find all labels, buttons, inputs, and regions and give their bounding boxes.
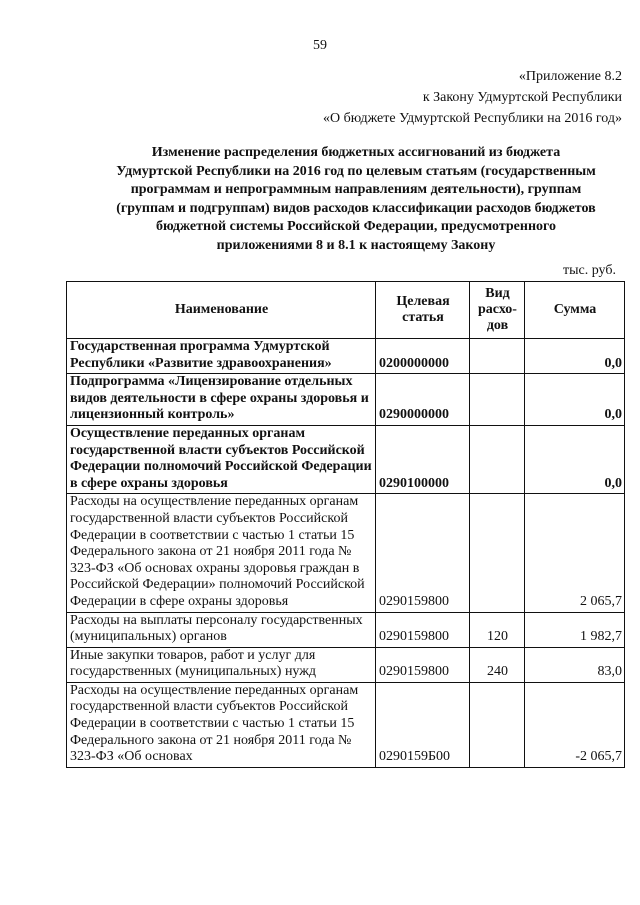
- row-name-cell: Расходы на выплаты персоналу государственных (муниципальных) органов: [67, 612, 376, 647]
- row-code-cell: 0290159800: [376, 612, 470, 647]
- row-type-cell: 240: [470, 647, 525, 682]
- table-row: [67, 494, 625, 612]
- row-sum-cell: 0,0: [525, 339, 625, 374]
- row-name-cell: Подпрограмма «Лицензирование отдельных видов деятельности в сфере охраны здоровья и лицензионный контроль»: [67, 374, 376, 426]
- row-name-cell: Расходы на осуществление переданных органам государственной власти субъектов Российской Федерации в соответствии с частью 1 статьи 15 Федерального закона от 21 ноября 2011 года № 323-ФЗ «Об основах охраны здоровья граждан в Российской Федерации» полномочий Российской Федерации в сфере охраны здоровья: [67, 494, 376, 612]
- appendix-line-2: к Закону Удмуртской Республики: [422, 90, 622, 105]
- title-line: бюджетной системы Российской Федерации, предусмотренного: [155, 219, 557, 235]
- row-code-cell: 0290100000: [376, 425, 470, 493]
- row-type-cell: [470, 374, 525, 426]
- row-type-cell: [470, 425, 525, 493]
- row-code-cell: 0290000000: [376, 374, 470, 426]
- row-name-cell: Расходы на осуществление переданных органам государственной власти субъектов Российской Федерации в соответствии с частью 1 статьи 15 Федерального закона от 21 ноября 2011 года № 323-ФЗ «Об основах: [67, 682, 376, 767]
- row-code-cell: 0200000000: [376, 339, 470, 374]
- page-number: 59: [313, 38, 327, 53]
- row-code-cell: 0290159800: [376, 647, 470, 682]
- row-sum-cell: 2 065,7: [525, 494, 625, 612]
- table-row: [67, 682, 625, 767]
- appendix-line-3: «О бюджете Удмуртской Республики на 2016 год»: [322, 111, 622, 126]
- appendix-line-1: «Приложение 8.2: [518, 69, 622, 84]
- header-name: Наименование: [67, 282, 376, 339]
- title-line: Изменение распределения бюджетных ассигнований из бюджета: [151, 145, 561, 160]
- row-type-cell: [470, 339, 525, 374]
- table-row: [67, 339, 625, 374]
- appendix-reference: [202, 66, 622, 129]
- table-row: [67, 647, 625, 682]
- header-code: Целевая статья: [376, 282, 470, 339]
- row-name-cell: Иные закупки товаров, работ и услуг для государственных (муниципальных) нужд: [67, 647, 376, 682]
- table-row: [67, 425, 625, 493]
- row-sum-cell: 0,0: [525, 374, 625, 426]
- title-line: приложениями 8 и 8.1 к настоящему Закону: [216, 237, 496, 253]
- row-code-cell: 0290159Б00: [376, 682, 470, 767]
- header-sum: Сумма: [525, 282, 625, 339]
- row-name-cell: Осуществление переданных органам государственной власти субъектов Российской Федерации полномочий Российской Федерации в сфере охраны здоровья: [67, 425, 376, 493]
- table-body: [67, 339, 625, 768]
- row-sum-cell: 0,0: [525, 425, 625, 493]
- title-line: программам и непрограммным направлениям деятельности), группам: [130, 182, 582, 198]
- header-type: Вид расхо-дов: [470, 282, 525, 339]
- row-sum-cell: -2 065,7: [525, 682, 625, 767]
- row-type-cell: [470, 682, 525, 767]
- row-sum-cell: 83,0: [525, 647, 625, 682]
- row-code-cell: 0290159800: [376, 494, 470, 612]
- row-type-cell: [470, 494, 525, 612]
- table-row: [67, 374, 625, 426]
- table-header-row: [67, 282, 625, 339]
- title-line: Удмуртской Республики на 2016 год по целевым статьям (государственным: [116, 163, 596, 179]
- document-title: [86, 144, 626, 256]
- row-sum-cell: 1 982,7: [525, 612, 625, 647]
- title-line: (группам и подгруппам) видов расходов классификации расходов бюджетов: [116, 200, 596, 216]
- row-name-cell: Государственная программа Удмуртской Республики «Развитие здравоохранения»: [67, 339, 376, 374]
- row-type-cell: 120: [470, 612, 525, 647]
- budget-table: [66, 281, 625, 768]
- units-label: тыс. руб.: [563, 263, 616, 278]
- table-row: [67, 612, 625, 647]
